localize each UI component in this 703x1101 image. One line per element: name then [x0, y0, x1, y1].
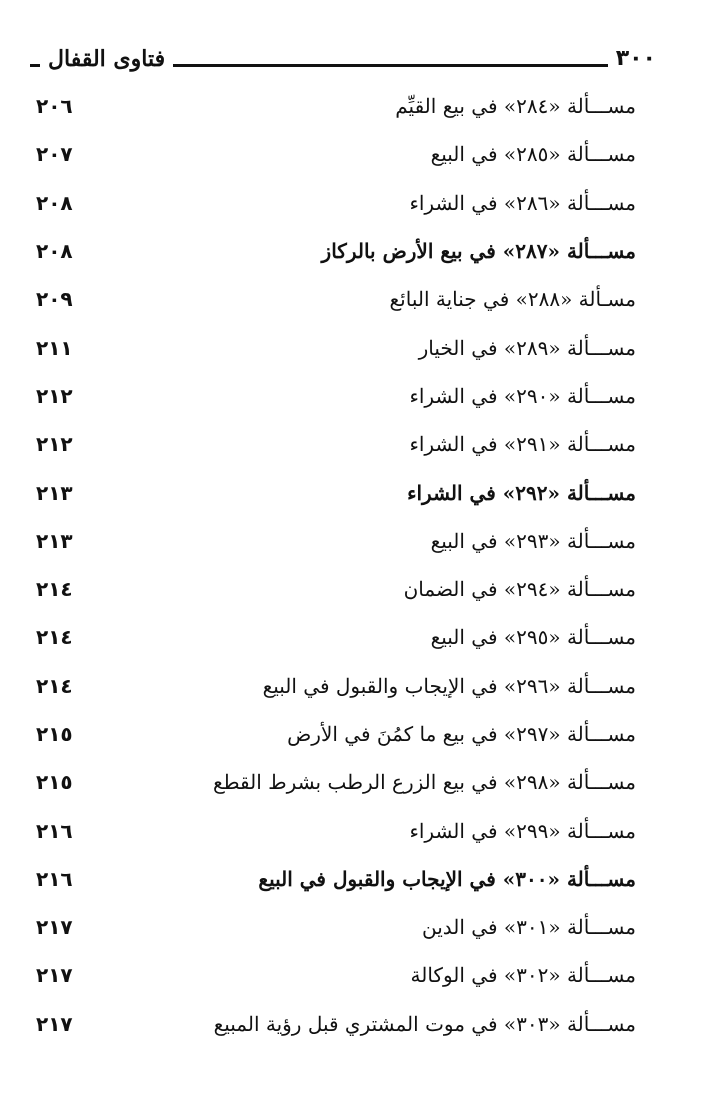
- table-of-contents: [36, 82, 636, 1048]
- toc-entry-page-number: ٢٠٨: [36, 190, 73, 215]
- toc-entry-title: مســـألة «٢٩٤» في الضمان: [403, 577, 636, 602]
- toc-entry-page-number: ٢١٥: [36, 770, 73, 795]
- toc-entry-page-number: ٢٠٦: [36, 94, 73, 119]
- toc-entry: [36, 372, 636, 420]
- toc-entry: [36, 806, 636, 854]
- toc-entry-title: مســـألة «٢٩٠» في الشراء: [409, 383, 636, 408]
- toc-entry: [36, 275, 636, 323]
- toc-entry-page-number: ٢٠٧: [36, 142, 73, 167]
- toc-entry-page-number: ٢١٧: [36, 915, 73, 940]
- toc-entry-title: مســـألة «٢٨٧» في بيع الأرض بالركاز: [321, 239, 636, 264]
- toc-entry: [36, 565, 636, 613]
- toc-entry-title: مســـألة «٢٨٦» في الشراء: [409, 190, 636, 215]
- toc-entry-page-number: ٢١٥: [36, 722, 73, 746]
- toc-entry-title: مســـألة «٣٠٠» في الإيجاب والقبول في البيع: [258, 866, 636, 891]
- toc-entry-page-number: ٢١٣: [36, 480, 73, 505]
- header-title: فتاوى القفال: [40, 42, 173, 76]
- header-page-number: ٣٠٠: [608, 42, 656, 76]
- toc-entry-title: مســـألة «٢٩٦» في الإيجاب والقبول في البيع: [262, 673, 636, 698]
- toc-entry-title: مســـألة «٢٨٩» في الخيار: [418, 335, 636, 360]
- toc-entry: [36, 517, 636, 565]
- toc-entry-title: مســـألة «٢٨٥» في البيع: [430, 142, 636, 167]
- toc-entry: [36, 903, 636, 951]
- toc-entry-title: مســـألة «٢٩٥» في البيع: [430, 625, 636, 650]
- toc-entry-page-number: ٢١٧: [36, 963, 73, 988]
- toc-entry-page-number: ٢١١: [36, 335, 73, 360]
- toc-entry-page-number: ٢٠٨: [36, 239, 73, 264]
- toc-entry: [36, 323, 636, 371]
- toc-entry-page-number: ٢١٣: [36, 528, 73, 553]
- toc-entry: [36, 855, 636, 903]
- running-header: [30, 40, 656, 78]
- toc-entry-page-number: ٢١٦: [36, 818, 73, 843]
- toc-entry-title: مســـألة «٣٠١» في الدين: [422, 915, 636, 940]
- toc-entry-title: مســـألة «٢٩٢» في الشراء: [407, 480, 636, 505]
- toc-entry: [36, 951, 636, 999]
- toc-entry-title: مســـألة «٢٩١» في الشراء: [409, 432, 636, 457]
- toc-entry: [36, 420, 636, 468]
- toc-entry: [36, 130, 636, 178]
- toc-entry-title: مســـألة «٢٩٨» في بيع الزرع الرطب بشرط القطع: [212, 770, 636, 795]
- toc-entry: [36, 468, 636, 516]
- toc-entry: [36, 82, 636, 130]
- toc-entry-title: مســـألة «٣٠٢» في الوكالة: [410, 963, 636, 988]
- toc-entry-page-number: ٢١٦: [36, 866, 73, 891]
- toc-entry-page-number: ٢١٧: [36, 1011, 73, 1036]
- toc-entry: [36, 179, 636, 227]
- toc-entry: [36, 662, 636, 710]
- toc-entry-title: مســـألة «٢٩٧» في بيع ما كمُنَ في الأرض: [287, 722, 636, 746]
- toc-entry: [36, 613, 636, 661]
- toc-entry-title: مسـألة «٢٨٨» في جناية البائع: [389, 287, 636, 312]
- toc-entry-title: مســـألة «٢٨٤» في بيع القيِّم: [395, 94, 636, 119]
- toc-entry-page-number: ٢١٢: [36, 383, 73, 408]
- toc-entry-page-number: ٢١٤: [36, 625, 73, 650]
- toc-entry: [36, 1000, 636, 1048]
- toc-entry-page-number: ٢١٤: [36, 673, 73, 698]
- toc-entry-title: مســـألة «٢٩٣» في البيع: [430, 528, 636, 553]
- toc-entry-title: مســـألة «٢٩٩» في الشراء: [409, 818, 636, 843]
- toc-entry: [36, 710, 636, 758]
- toc-entry-title: مســـألة «٣٠٣» في موت المشتري قبل رؤية المبيع: [213, 1011, 636, 1036]
- toc-entry-page-number: ٢١٢: [36, 432, 73, 457]
- toc-entry-page-number: ٢٠٩: [36, 287, 73, 312]
- toc-entry: [36, 758, 636, 806]
- toc-entry-page-number: ٢١٤: [36, 577, 73, 602]
- toc-entry: [36, 227, 636, 275]
